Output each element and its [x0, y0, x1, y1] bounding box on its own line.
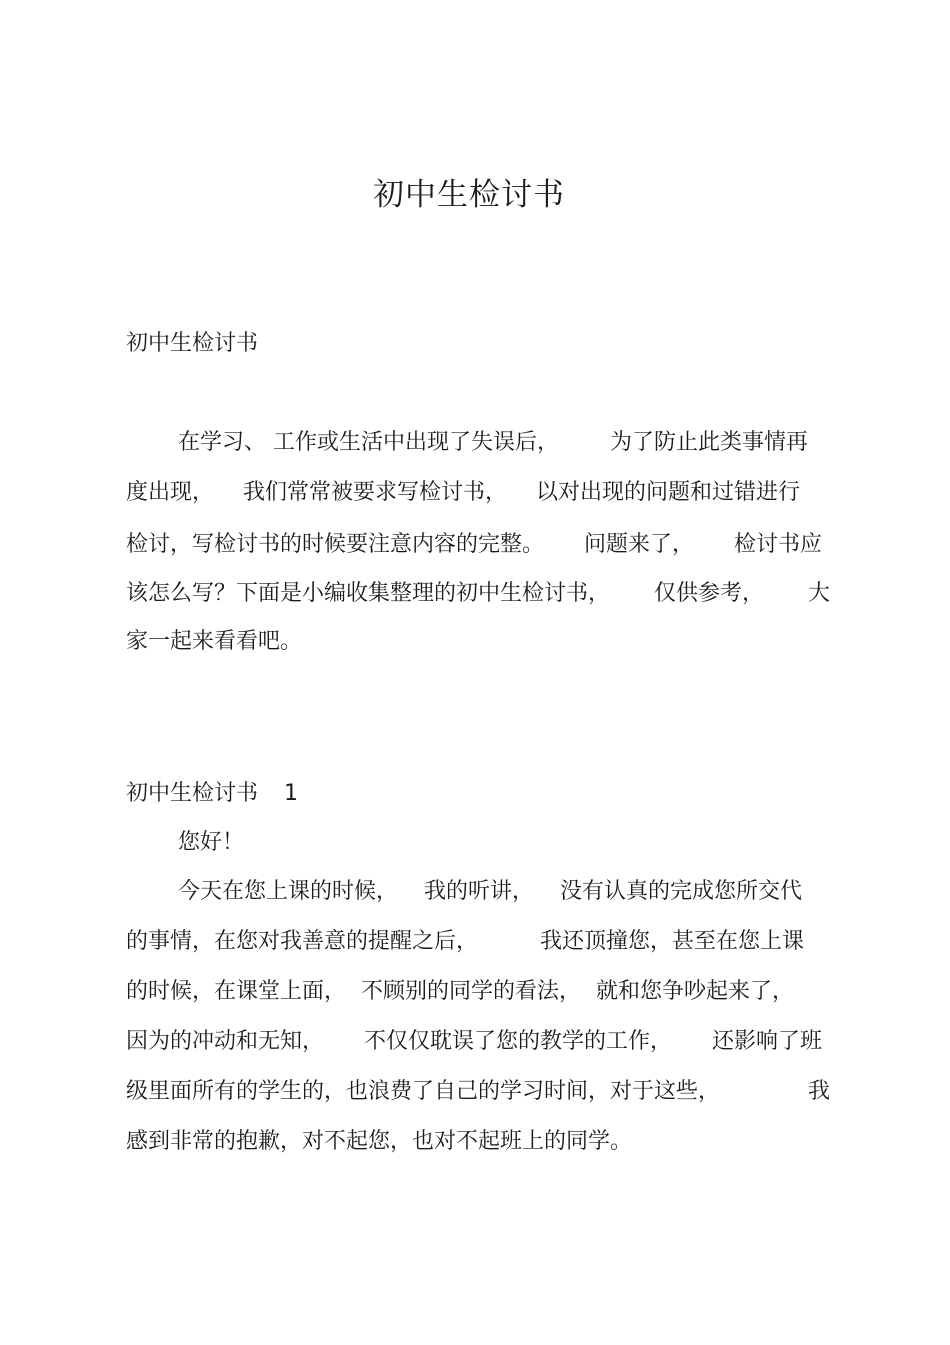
- intro-line-2-part-2: 我们常常被要求写检讨书，: [242, 480, 507, 505]
- intro-line-3: [126, 530, 822, 560]
- section1-line-3-part-3: 就和您争吵起来了，: [595, 979, 794, 1004]
- section1-line-4-part-2: 不仅仅耽误了您的教学的工作，: [363, 1029, 672, 1054]
- intro-line-2-part-1: 度出现，: [126, 480, 215, 505]
- section1-line-5: [126, 1077, 830, 1107]
- intro-line-5: [126, 627, 302, 657]
- section1-line-3-part-2: 不顾别的同学的看法，: [360, 979, 581, 1004]
- intro-line-3-part-3: 检讨书应: [733, 532, 822, 557]
- intro-line-1-part-1: 在学习、 工作或生活中出现了失误后，: [178, 430, 559, 455]
- section1-line-1-part-2: 我的听讲，: [423, 879, 534, 904]
- intro-line-4-part-2: 仅供参考，: [653, 581, 764, 606]
- section1-line-1-part-1: 今天在您上课的时候，: [178, 879, 399, 904]
- intro-line-3-part-2: 问题来了，: [583, 532, 694, 557]
- intro-line-4-part-3: 大: [807, 581, 830, 606]
- section1-line-4-part-1: 因为的冲动和无知，: [126, 1029, 325, 1054]
- section1-heading-number: 1: [284, 781, 299, 806]
- intro-line-2-part-3: 以对出现的问题和过错进行: [535, 480, 800, 505]
- section1-line-2: [126, 927, 804, 957]
- intro-line-4: [126, 579, 830, 609]
- intro-line-2: [126, 478, 800, 508]
- section1-line-1: [178, 877, 802, 907]
- section1-heading: [126, 779, 298, 809]
- section1-line-5-part-2: 我: [807, 1079, 830, 1104]
- section1-greeting: 您好！: [178, 830, 245, 855]
- section1-line-6-part-1: 感到非常的抱歉，对不起您，也对不起班上的同学。: [126, 1129, 633, 1154]
- intro-line-5-part-1: 家一起来看看吧。: [126, 629, 303, 654]
- intro-line-1-part-2: 为了防止此类事情再: [609, 430, 808, 455]
- section1-line-6: [126, 1127, 632, 1157]
- section1-line-1-part-3: 没有认真的完成您所交代: [559, 879, 802, 904]
- section1-line-2-part-2: 我还顶撞您，甚至在您上课: [539, 929, 804, 954]
- intro-line-3-part-1: 检讨，写检讨书的时候要注意内容的完整。: [126, 532, 545, 557]
- section1-line-4: [126, 1027, 822, 1057]
- section1-heading-text: 初中生检讨书: [126, 781, 259, 806]
- section1-line-4-part-3: 还影响了班: [711, 1029, 822, 1054]
- section1-line-3-part-1: 的时候，在课堂上面，: [126, 979, 347, 1004]
- document-title: 初中生检讨书: [373, 177, 565, 213]
- section1-line-5-part-1: 级里面所有的学生的，也浪费了自己的学习时间，对于这些，: [126, 1079, 721, 1104]
- intro-line-4-part-1: 该怎么写？下面是小编收集整理的初中生检讨书，: [126, 581, 611, 606]
- section1-line-3: [126, 977, 794, 1007]
- intro-line-1: [178, 428, 808, 458]
- intro-heading: 初中生检讨书: [126, 331, 259, 356]
- section1-line-2-part-1: 的事情，在您对我善意的提醒之后，: [126, 929, 479, 954]
